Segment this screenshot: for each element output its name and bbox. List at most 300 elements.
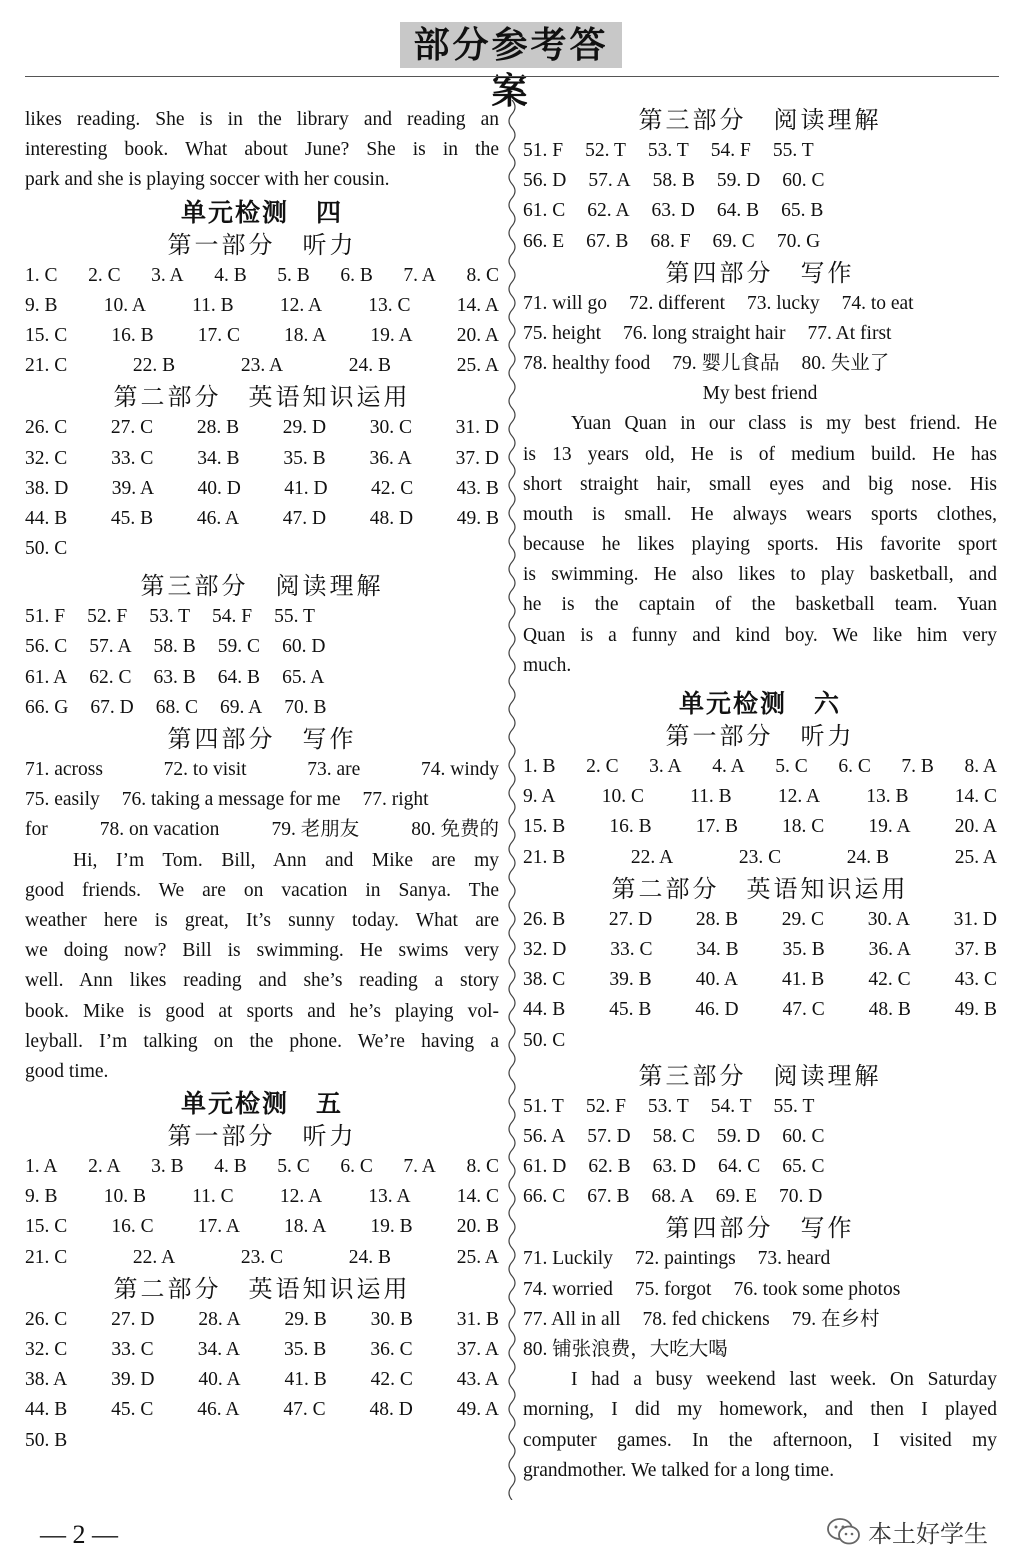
unit-title: 单元检测 五 [180,1089,343,1119]
text-line: mouth is small. He always wears sports clothes, [523,503,997,525]
answer-item: 47. C [283,1399,326,1421]
answer-item: 17. C [197,324,240,346]
answer-row [25,785,499,815]
answer-row [523,812,997,842]
part-title: 第二部分 英语知识运用 [113,383,411,412]
answer-row [25,755,499,785]
answer-item: 64. C [717,1156,761,1178]
answer-item: 6. B [340,264,373,286]
answer-item: 30. B [370,1308,413,1330]
answer-item: 4. A [712,756,745,777]
answer-item: 53. T [647,140,689,161]
answer-item: 33. C [111,447,154,469]
answer-item: 43. C [954,969,997,991]
answer-row [25,693,499,723]
answer-item: 25. A [456,1246,499,1268]
answer-row [523,935,997,965]
answer-item: 51. F [523,140,564,161]
answer-row [25,291,499,321]
answer-item: 6. C [838,756,871,777]
answer-item: 68. C [155,696,198,718]
answer-item: 39. A [111,477,155,499]
answer-item: 71. across [25,759,103,780]
answer-grid [25,1305,499,1456]
answer-item: 48. B [868,999,911,1021]
answer-item: 12. A [279,294,323,316]
answer-item: 12. A [777,786,821,808]
answer-item: 63. D [652,1156,696,1178]
answer-item: 59. D [716,170,761,192]
part-title: 第一部分 听力 [665,722,855,750]
answer-row [25,1182,499,1212]
answer-item: 53. T [149,606,191,628]
essay-paragraph [523,1365,997,1486]
answer-row [523,752,997,782]
answer-item: 29. B [284,1308,327,1330]
text-line: computer games. In the afternoon, I visited my [523,1429,997,1451]
answer-item: 42. C [370,1369,413,1391]
text-line: he is the captain of the basketball team. Yuan [523,594,997,616]
answer-item: 41. B [782,969,825,991]
answer-item: 78. on vacation [99,819,220,841]
answer-row [25,632,499,662]
answer-item: 24. B [348,1246,392,1268]
text-line: good friends. We are on vacation in Sanya. The [25,879,499,901]
answer-item: 79. 婴儿食品 [672,353,780,375]
answer-row [25,1395,499,1425]
answer-row [25,815,499,845]
answer-row [25,261,499,291]
answer-item: 80. 铺张浪费，大吃大喝 [523,1339,728,1360]
answer-item: 69. A [219,696,263,718]
answer-item: 56. A [523,1125,566,1147]
answer-item: 6. C [340,1156,373,1178]
answer-item: 62. A [587,200,630,222]
answer-item: 13. B [866,786,909,808]
answer-grid [25,261,499,382]
answer-item: 9. B [25,294,58,316]
answer-row [25,321,499,351]
answer-item: 28. B [695,908,739,930]
part-title: 第二部分 英语知识运用 [113,1274,411,1303]
column-divider [504,100,520,1500]
answer-item: 64. B [217,666,261,688]
answer-item: 73. are [307,759,361,780]
text-line: I had a busy weekend last week. On Saturday [571,1369,997,1391]
answer-row [523,995,997,1025]
answer-item: 52. F [87,606,128,628]
text-line: leyball. I’m talking on the phone. We’re having a [25,1030,499,1052]
answer-item: 61. C [523,200,566,222]
answer-item: 63. B [153,666,196,688]
answer-item: 66. G [25,696,69,718]
watermark [826,1514,988,1549]
answer-row [523,1152,997,1182]
answer-item: 45. B [110,507,154,529]
answer-item: 78. fed chickens [642,1308,770,1330]
answer-grid [523,1092,997,1213]
answer-item: 74. windy [421,759,499,780]
unit-title: 单元检测 六 [678,689,841,718]
answer-item: 5. C [277,1156,310,1178]
answer-item: 11. B [192,294,234,316]
answer-item: 66. C [523,1186,566,1208]
answer-item: 2. A [88,1156,121,1178]
answer-item: 77. All in all [523,1308,621,1330]
answer-item: 19. B [370,1216,413,1238]
answer-item: 26. B [523,908,566,930]
answer-item: 14. C [954,786,997,808]
answer-item: 69. E [715,1186,757,1208]
answer-item: 77. At first [807,322,892,344]
part-title: 第四部分 写作 [665,258,855,287]
answer-row [523,1122,997,1152]
answer-item: 52. T [585,140,626,161]
answer-item: 51. T [523,1095,564,1117]
answer-item: 62. C [89,666,132,688]
text-line: short straight hair, small eyes and big nose. His [523,473,997,495]
answer-item: 7. A [403,1156,436,1178]
answer-item: 8. A [964,756,997,777]
answer-row [25,1335,499,1365]
answer-item: 22. B [132,355,176,377]
answer-item: 71. Luckily [523,1248,613,1270]
answer-item: 59. C [217,636,261,658]
answer-item: 11. B [690,786,732,808]
answer-row [25,1426,499,1456]
answer-row [523,1335,997,1365]
answer-item: 58. B [153,636,196,658]
answer-item: 42. C [370,477,414,499]
answer-item: 73. lucky [747,292,820,314]
answer-row [25,1212,499,1242]
answer-item: 38. C [523,969,566,991]
answer-item: 51. F [25,606,66,628]
text-line: Yuan Quan in our class is my best friend. He [571,413,997,435]
answer-item: 26. C [25,417,68,439]
answer-row [523,1182,997,1212]
answer-item: 68. F [650,230,691,252]
answer-item: 46. A [197,1399,240,1421]
answer-item: 73. heard [757,1248,831,1270]
answer-item: 22. A [132,1246,176,1268]
answer-item: 4. B [214,264,247,286]
answer-item: 25. A [954,846,997,868]
answer-item: 50. C [523,1029,566,1051]
answer-item: 58. B [652,170,695,192]
answer-item: 39. B [609,969,652,991]
answer-grid [25,413,499,564]
answer-item: 23. C [240,1246,284,1268]
text-line: grandmother. We talked for a long time. [523,1459,835,1481]
answer-item: 5. C [775,756,808,777]
answer-item: 72. different [628,292,725,314]
answer-item: 50. C [25,538,68,560]
answer-item: 27. C [110,417,154,439]
answer-item: 7. A [403,264,436,286]
answer-item: 7. B [901,756,934,777]
header-rule [25,76,999,77]
answer-item: 57. A [89,636,132,658]
answer-row [25,663,499,693]
answer-item: 46. D [695,999,739,1021]
answer-grid [523,136,997,257]
answer-grid [25,602,499,723]
answer-row [523,319,997,349]
part-title: 第一部分 听力 [167,1122,357,1151]
answer-item: 79. 在乡村 [791,1308,880,1330]
writing-answers [25,755,499,846]
answer-item: 66. E [523,230,565,252]
answer-item: 49. A [456,1399,499,1421]
answer-item: 1. A [25,1156,58,1178]
watermark-text: 本土好学生 [868,1520,988,1548]
answer-item: 75. forgot [634,1278,712,1300]
answer-item: 54. F [212,606,253,628]
answer-item: 32. D [523,938,567,960]
part-title: 第四部分 写作 [167,725,357,753]
answer-item: 77. right [362,789,429,811]
text-line: good time. [25,1060,109,1082]
answer-item: 61. A [25,666,68,688]
answer-item: 21. B [523,846,566,868]
answer-item: 65. A [282,666,325,688]
answer-row [523,136,997,166]
answer-item: 67. D [90,696,134,718]
answer-item: 11. C [192,1186,234,1208]
answer-item: 36. A [868,938,911,960]
answer-item: 16. B [111,324,154,346]
answer-row [25,1305,499,1335]
answer-item: 27. D [608,908,653,930]
answer-item: 29. C [781,908,825,930]
answer-item: 53. T [647,1095,689,1117]
answer-item: 33. C [111,1339,154,1360]
writing-answers [523,289,997,380]
answer-item: 32. C [25,447,68,469]
answer-row [25,1243,499,1273]
answer-item: 55. T [772,140,814,161]
text-line: park and she is playing soccer with her cousin. [25,169,390,191]
text-line: well. Ann likes reading and she’s reading a story [25,970,499,992]
answer-item: 38. D [25,477,69,499]
answer-item: 34. B [197,447,240,469]
answer-item: 2. C [586,756,619,777]
answer-item: 43. B [456,477,499,499]
answer-item: 40. A [198,1369,241,1391]
answer-item: 36. C [370,1339,413,1360]
answer-row [25,1365,499,1395]
answer-grid [25,1152,499,1273]
answer-grid [523,905,997,1056]
answer-row [25,444,499,474]
text-line: we doing now? Bill is swimming. He swims very [25,940,499,962]
answer-item: 25. A [456,355,499,377]
writing-answers [523,1244,997,1365]
part-title: 第三部分 阅读理解 [140,572,384,601]
answer-item: 80. 失业了 [801,353,890,375]
answer-item: 45. B [609,999,652,1021]
answer-item: 1. B [523,756,556,777]
answer-item: 42. C [868,969,911,991]
answer-row [523,1026,997,1056]
part-title: 第四部分 写作 [665,1214,855,1243]
answer-item: 76. took some photos [733,1278,901,1300]
answer-item: 10. A [103,294,146,316]
text-line: is swimming. He also likes to play basketball, and [523,564,997,586]
answer-item: 60. C [782,1125,825,1147]
answer-item: 45. C [111,1399,154,1421]
part-title: 第二部分 英语知识运用 [611,874,909,903]
text-line: book. Mike is good at sports and he’s playing vol- [25,1000,499,1022]
answer-item: 20. B [456,1216,499,1238]
answer-item: 69. C [712,230,755,252]
answer-row [523,166,997,196]
answer-item: 49. B [954,999,997,1021]
answer-item: 56. D [523,170,567,192]
answer-item: 74. worried [523,1278,613,1300]
answer-item: 21. C [25,355,68,377]
answer-item: 67. B [587,1186,630,1208]
answer-item: 24. B [348,355,392,377]
text-line: Quan is a funny and kind boy. We like him very [523,624,997,646]
answer-item: 16. B [609,816,652,838]
answer-item: 36. A [369,447,412,469]
answer-item: 15. C [25,1216,68,1238]
text-line: much. [523,654,572,676]
answer-item: 37. D [455,447,499,469]
answer-item: 14. A [456,294,499,316]
answer-item: 49. B [456,507,499,529]
text-line: because he likes playing sports. His favorite sport [523,534,997,556]
answer-item: 20. A [456,324,499,346]
text-line: interesting book. What about June? She is in the [25,139,499,161]
answer-item: 55. T [274,606,315,628]
answer-item: 41. B [284,1369,327,1391]
answer-item: 16. C [111,1216,154,1238]
answer-item: 9. B [25,1186,58,1208]
answer-item: 18. A [284,324,327,346]
answer-item: 57. D [587,1125,631,1147]
answer-item: 30. C [369,417,412,439]
answer-item: 28. B [196,417,240,439]
text-line: weather here is great, It’s sunny today. What are [25,909,499,931]
answer-item: 21. C [25,1246,68,1268]
answer-item: 14. C [456,1186,499,1208]
answer-item: 34. B [696,938,739,960]
answer-item: 80. 免费的 [411,819,499,841]
text-line: Hi, I’m Tom. Bill, Ann and Mike are my [73,849,499,871]
answer-row [523,965,997,995]
answer-row [25,1152,499,1182]
answer-item: 37. B [954,938,997,960]
answer-item: 72. paintings [634,1248,736,1270]
answer-item: for [25,819,48,841]
answer-item: 37. A [456,1339,499,1360]
answer-item: 76. taking a message for me [121,789,341,811]
answer-row [523,1244,997,1274]
answer-item: 54. T [710,1095,752,1117]
essay-paragraph [25,846,499,1088]
answer-row [25,602,499,632]
answer-item: 56. C [25,636,68,658]
answer-item: 78. healthy food [523,353,651,375]
answer-item: 32. C [25,1339,68,1360]
answer-item: 1. C [25,264,58,286]
answer-item: 48. D [369,1399,413,1421]
answer-item: 76. long straight hair [623,322,786,344]
answer-row [25,534,499,564]
answer-item: 35. B [782,938,825,960]
answer-item: 18. A [284,1216,327,1238]
answer-item: 44. B [25,1399,68,1421]
text-line: is 13 years old, He is of medium build. He has [523,443,997,465]
answer-item: 27. D [111,1308,155,1330]
answer-item: 43. A [456,1369,499,1391]
answer-item: 57. A [588,170,631,192]
answer-item: 35. B [284,1339,327,1360]
intro-paragraph [25,105,499,196]
answer-item: 23. C [738,846,782,868]
answer-row [523,196,997,226]
answer-item: 31. D [953,908,997,930]
essay-paragraph [523,409,997,681]
answer-item: 8. C [466,1156,499,1178]
answer-item: 35. B [283,447,326,469]
answer-item: 79. 老朋友 [271,819,360,841]
answer-item: 61. D [523,1156,567,1178]
answer-item: 9. A [523,786,556,808]
answer-item: 70. D [778,1186,823,1208]
answer-item: 46. A [196,507,240,529]
answer-row [25,504,499,534]
answer-item: 44. B [25,507,68,529]
answer-item: 55. T [773,1095,815,1117]
answer-item: 74. to eat [841,292,914,314]
part-title: 第三部分 阅读理解 [638,1061,882,1090]
answer-row [523,349,997,379]
answer-item: 60. C [782,170,825,192]
answer-item: 33. C [610,938,653,960]
answer-row [523,227,997,257]
answer-item: 68. A [651,1186,694,1208]
answer-item: 41. D [284,477,328,499]
unit-title: 单元检测 四 [180,197,343,227]
answer-item: 39. D [111,1369,155,1391]
answer-row [523,289,997,319]
answer-item: 48. D [369,507,414,529]
answer-item: 17. A [197,1216,240,1238]
answer-item: 15. B [523,816,566,838]
answer-row [523,1092,997,1122]
answer-item: 75. easily [25,789,100,811]
text-line: likes reading. She is in the library and reading an [25,109,499,130]
answer-item: 12. A [279,1186,323,1208]
answer-item: 28. A [198,1308,241,1330]
answer-row [523,843,997,873]
answer-item: 23. A [240,355,284,377]
answer-row [523,782,997,812]
answer-item: 26. C [25,1308,68,1330]
answer-item: 64. B [716,200,760,222]
answer-item: 17. B [695,816,738,838]
answer-item: 29. D [282,417,327,439]
answer-row [523,1305,997,1335]
answer-item: 2. C [88,264,121,286]
answer-item: 44. B [523,999,566,1021]
answer-item: 3. A [151,264,184,286]
answer-row [25,474,499,504]
